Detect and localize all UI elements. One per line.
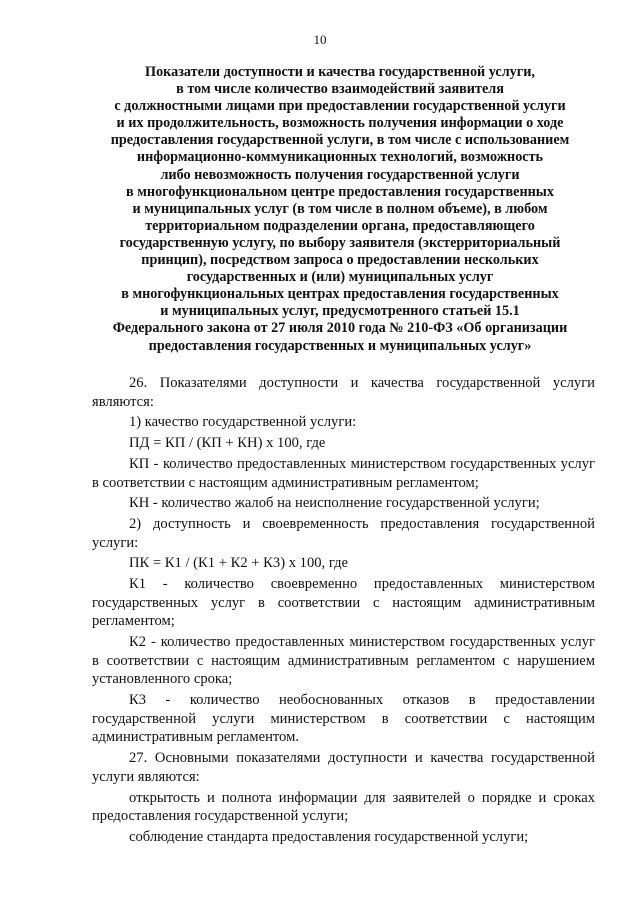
heading-line: Показатели доступности и качества государственной услуги,	[145, 64, 535, 80]
heading-line: территориальном подразделении органа, предоставляющего	[145, 217, 535, 234]
definition-k1: К1 - количество своевременно предоставленных министерством государственных услуг в соответствии с настоящим административным регламентом;	[92, 576, 595, 630]
definition-k2: К2 - количество предоставленных министерством государственных услуг в соответствии с настоящим административным регламентом с нарушением установленного срока;	[92, 634, 595, 688]
heading-line: государственных и (или) муниципальных услуг	[186, 269, 494, 286]
heading-line: в многофункциональном центре предоставления государственных	[126, 183, 554, 200]
formula-pd: ПД = КП / (КП + КН) х 100, где	[129, 435, 326, 452]
heading-line: в многофункциональных центрах предоставления государственных	[121, 286, 559, 303]
section-heading	[80, 64, 600, 355]
heading-line: и муниципальных услуг, предусмотренного статьей 15.1	[160, 303, 520, 320]
list-item-openness: открытость и полнота информации для заявителей о порядке и сроках предоставления государственной услуги;	[92, 789, 595, 825]
heading-line: предоставления государственных и муниципальных услуг»	[148, 337, 532, 354]
heading-line: с должностными лицами при предоставлении государственной услуги	[114, 98, 566, 115]
heading-line: информационно-коммуникационных технологий, возможность	[136, 149, 544, 166]
definition-k3: К3 - количество необоснованных отказов в предоставлении государственной услуги министерством в соответствии с настоящим административным регламентом.	[92, 692, 595, 746]
paragraph-26: 26. Показателями доступности и качества государственной услуги являются:	[92, 375, 595, 410]
page-number: 10	[313, 32, 327, 47]
definition-kp: КП - количество предоставленных министерством государственных услуг в соответствии с настоящим административным регламентом;	[92, 455, 595, 491]
heading-line: предоставления государственной услуги, в том числе с использованием	[110, 132, 570, 149]
heading-line: принцип), посредством запроса о предоставлении нескольких	[141, 252, 539, 269]
list-item-quality: 1) качество государственной услуги:	[129, 414, 357, 431]
definition-kn: КН - количество жалоб на неисполнение государственной услуги;	[129, 495, 540, 512]
document-body	[92, 374, 595, 847]
heading-line: в том числе количество взаимодействий заявителя	[176, 81, 504, 98]
heading-line: Федерального закона от 27 июля 2010 года № 210-ФЗ «Об организации	[112, 320, 568, 337]
list-item-accessibility: 2) доступность и своевременность предоставления государственной услуги:	[92, 516, 595, 551]
list-item-standard: соблюдение стандарта предоставления государственной услуги;	[129, 828, 529, 845]
heading-line: либо невозможность получения государственной услуги	[160, 166, 520, 183]
heading-line: государственную услугу, по выбору заявителя (экстерриториальный	[119, 234, 561, 251]
heading-line: и муниципальных услуг (в том числе в полном объеме), в любом	[132, 200, 548, 217]
formula-pk: ПК = К1 / (К1 + К2 + К3) х 100, где	[129, 555, 348, 572]
heading-line: и их продолжительность, возможность получения информации о ходе	[116, 115, 564, 132]
paragraph-27: 27. Основными показателями доступности и качества государственной услуги являются:	[92, 750, 595, 785]
